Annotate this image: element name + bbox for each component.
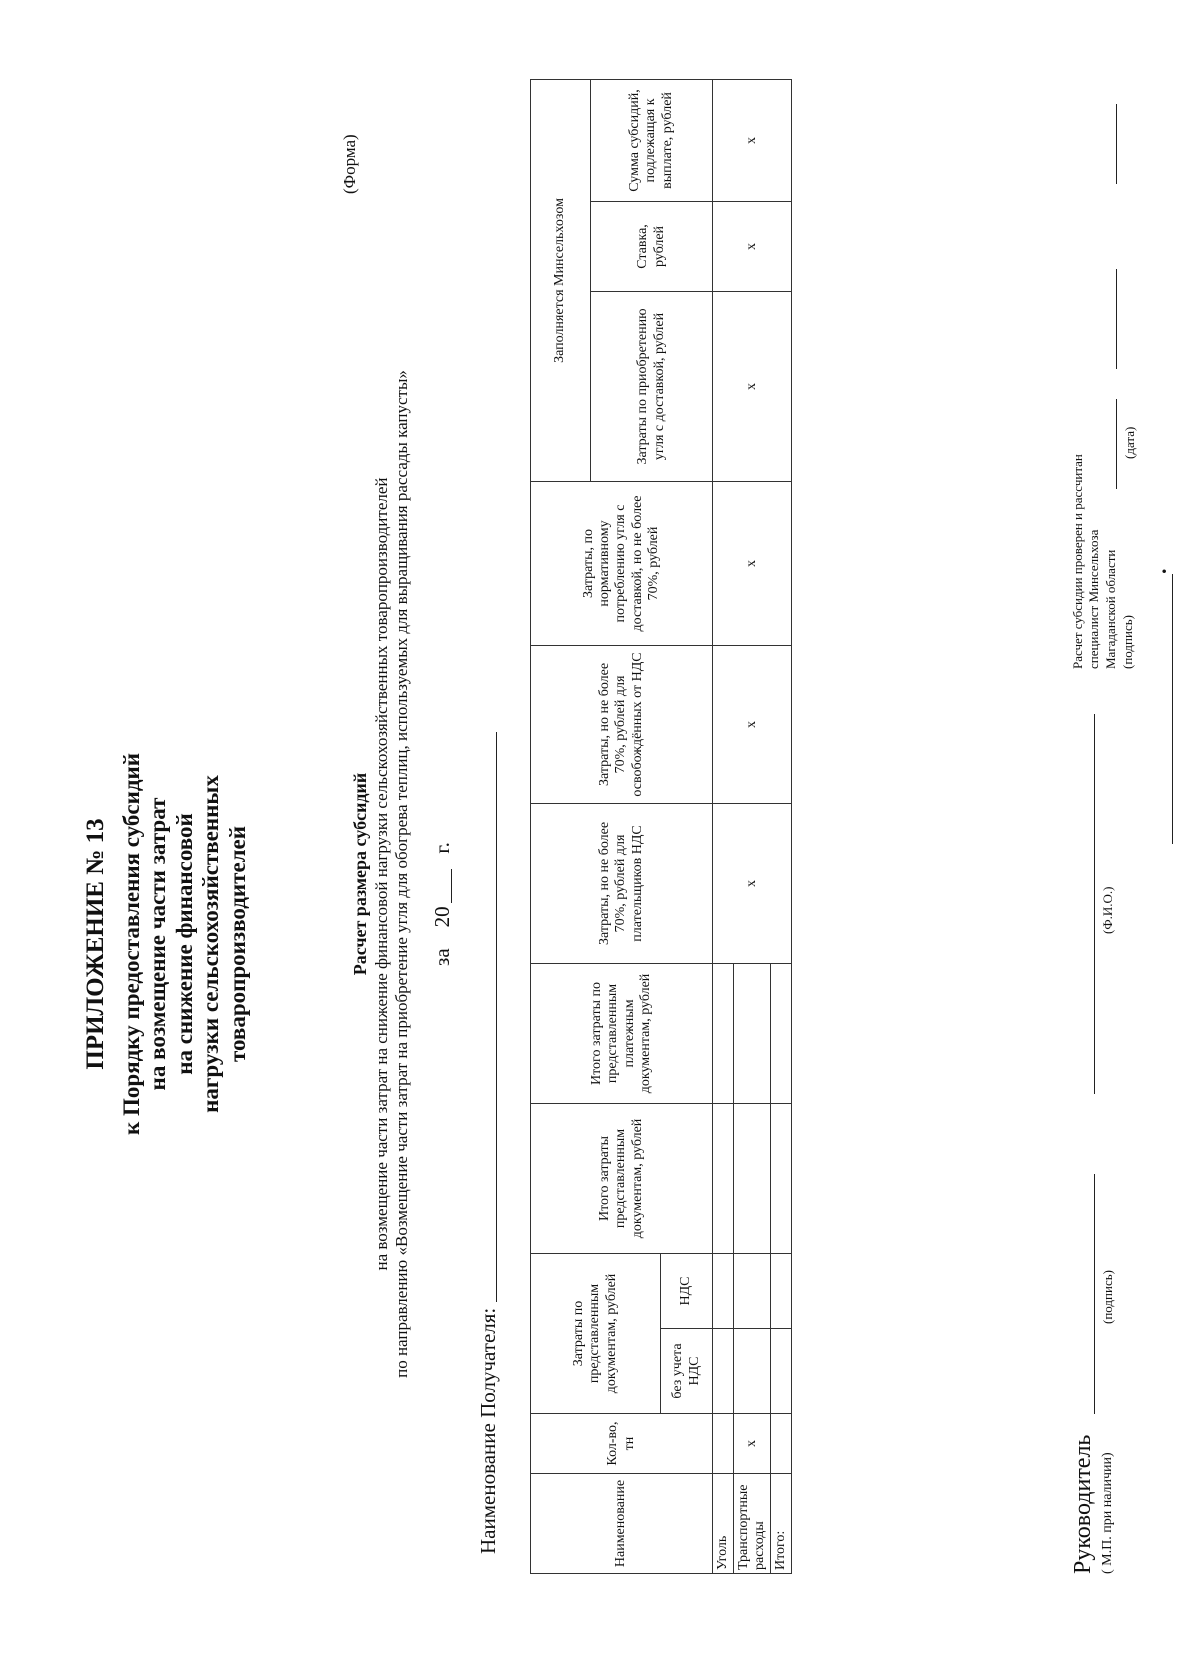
- subsidy-table: [530, 79, 792, 1574]
- table-cell[interactable]: [734, 963, 771, 1103]
- table-cell[interactable]: [734, 1329, 771, 1414]
- calculation-title-line2: на возмещение части затрат на снижение финансовой нагрузки сельскохозяйственных товаропроизводителей: [371, 477, 391, 1271]
- header-ministry-group: Заполняется Минсельхозом: [531, 79, 591, 481]
- appendix-subtitle-1: к Порядку предоставления субсидий: [118, 753, 144, 1135]
- specialist-line-2: специалист Минсельхоза: [1086, 529, 1102, 669]
- signature-block: [1070, 74, 1190, 1574]
- header-payable: Сумма субсидий, подлежащая к выплате, рублей: [591, 79, 713, 201]
- specialist-sign-caption: (подпись): [1120, 615, 1135, 669]
- header-rate: Ставка, рублей: [591, 201, 713, 291]
- head-fio-caption: (Ф.И.О.): [1100, 886, 1115, 934]
- recipient-line: [476, 732, 501, 1554]
- head-signature-caption: (подпись): [1100, 1270, 1115, 1324]
- recipient-label: Наименование Получателя:: [476, 1307, 500, 1554]
- header-no-vat: без учета НДС: [661, 1329, 713, 1414]
- date-caption: (дата): [1122, 426, 1137, 459]
- period-year: 20: [430, 906, 454, 928]
- table-cell: x: [713, 79, 792, 201]
- table-cell[interactable]: [713, 963, 734, 1103]
- calculation-title-main: Расчет размера субсидий: [350, 772, 370, 976]
- period-mark: .: [1146, 568, 1171, 574]
- date-line-2[interactable]: [1116, 269, 1117, 369]
- header-coal-delivery: Затраты по приобретению угля с доставкой, рублей: [591, 291, 713, 481]
- recipient-blank[interactable]: [496, 732, 497, 1302]
- table-cell[interactable]: [713, 1103, 734, 1253]
- header-total-docs: Итого затраты представленным документам, рублей: [531, 1103, 713, 1253]
- table-cell[interactable]: [771, 1253, 792, 1328]
- table-cell: x: [713, 481, 792, 645]
- header-normative: Затраты, по нормативному потреблению угля с доставкой, но не более 70%, рублей: [531, 481, 713, 645]
- specialist-line-3: Магаданской области: [1102, 549, 1118, 669]
- header-vat-exempt: Затраты, но не более 70%, рублей для освобождённых от НДС: [531, 645, 713, 803]
- table-cell[interactable]: [734, 1253, 771, 1328]
- period-year-blank[interactable]: [451, 869, 452, 903]
- form-note: (Форма): [340, 134, 359, 194]
- header-total-payment: Итого затраты по представленным платежным документам, рублей: [531, 963, 713, 1103]
- appendix-title: ПРИЛОЖЕНИЕ № 13: [82, 818, 109, 1070]
- table-cell[interactable]: [713, 1329, 734, 1414]
- table-cell[interactable]: x: [734, 1414, 771, 1474]
- head-label: Руководитель: [1070, 1434, 1096, 1574]
- table-cell[interactable]: [771, 1414, 792, 1474]
- period-prefix: за: [430, 948, 454, 966]
- appendix-subtitle-5: товаропроизводителей: [224, 825, 250, 1063]
- row-label: Итого:: [771, 1474, 792, 1574]
- table-cell[interactable]: [771, 1329, 792, 1414]
- header-vat-payers: Затраты, но не более 70%, рублей для плательщиков НДС: [531, 803, 713, 963]
- table-cell[interactable]: [713, 1253, 734, 1328]
- table-cell[interactable]: [713, 1414, 734, 1474]
- calculation-title: [350, 334, 412, 1414]
- row-label: Уголь: [713, 1474, 734, 1574]
- table-cell: x: [713, 201, 792, 291]
- specialist-line-1: Расчет субсидии проверен и рассчитан: [1070, 454, 1085, 669]
- table-cell: x: [713, 803, 792, 963]
- appendix-header: [82, 494, 251, 1394]
- calculation-title-line3: по направлению «Возмещение части затрат на приобретение угля для обогрева теплиц, используемых для выращивания рассады капусты»: [391, 370, 411, 1378]
- table-cell[interactable]: [771, 963, 792, 1103]
- head-fio-line[interactable]: [1094, 714, 1095, 1094]
- row-label: Транспортные расходы: [734, 1474, 771, 1574]
- header-vat: НДС: [661, 1253, 713, 1328]
- date-line-3[interactable]: [1116, 104, 1117, 184]
- header-costs-docs: Затраты по представленным документам, рублей: [531, 1253, 661, 1413]
- table-cell[interactable]: [771, 1103, 792, 1253]
- stamp-note: ( М.П. при наличии): [1100, 1452, 1115, 1574]
- header-qty: Кол-во, тн: [531, 1414, 713, 1474]
- table-cell[interactable]: [734, 1103, 771, 1253]
- head-signature-line[interactable]: [1094, 1174, 1095, 1414]
- specialist-note: [1070, 454, 1119, 669]
- appendix-subtitle-3: на снижение финансовой: [171, 813, 197, 1075]
- period-line: [430, 554, 455, 1254]
- period-suffix: г.: [430, 842, 454, 854]
- specialist-signature-line[interactable]: [1172, 574, 1173, 844]
- appendix-subtitle-4: нагрузки сельскохозяйственных: [198, 775, 224, 1113]
- date-line[interactable]: [1116, 399, 1117, 489]
- header-name: Наименование: [531, 1474, 713, 1574]
- table-row-coal: [713, 79, 734, 1573]
- table-cell: x: [713, 291, 792, 481]
- appendix-subtitle-2: на возмещение части затрат: [145, 797, 171, 1091]
- table-cell: x: [713, 645, 792, 803]
